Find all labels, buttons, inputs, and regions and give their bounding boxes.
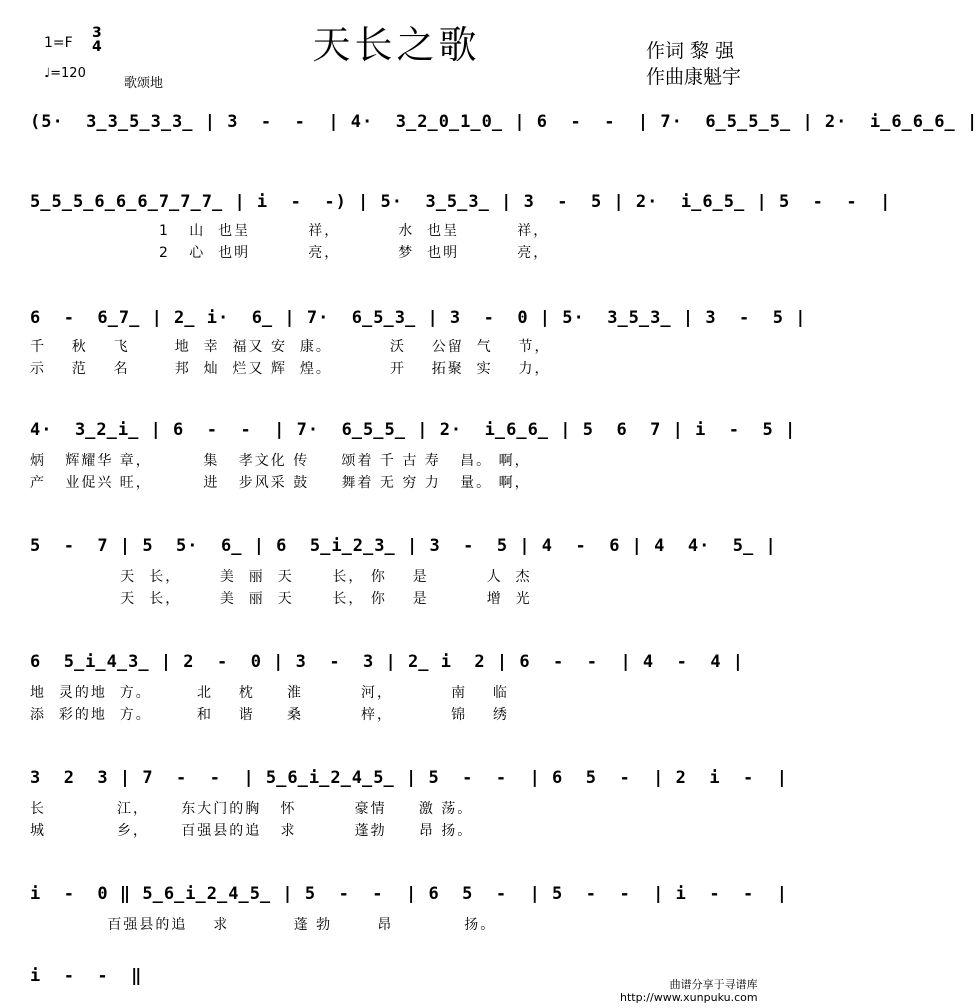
notation-line: (5· 3̲3̲5̲3̲3̲ | 3 - - | 4· 3̲2̲0̲1̲0̲ | 6 - - | 7· 6̲5̲5̲5̲ | 2· i̲6̲6̲6̲ |	[30, 112, 978, 132]
lyrics-verse-1: 1 山 也呈 祥， 水 也呈 祥，	[30, 223, 550, 239]
lyrics-verse-1: 长 江， 东大门的胸 怀 豪情 激 荡。	[30, 801, 474, 817]
lyrics-verse-2: 城 乡， 百强县的追 求 蓬勃 昂 扬。	[30, 823, 474, 839]
lyrics-verse-2: 示 范 名 邦 灿 烂又 辉 煌。 开 拓聚 实 力，	[30, 361, 551, 377]
meter-bottom: 4	[92, 39, 102, 55]
notation-line: i - - ‖	[30, 966, 143, 986]
notation-line: 3 2 3 | 7 - - | 5̲6̲i̲2̲4̲5̲ | 5 - - | 6 5 - | 2 i - |	[30, 768, 788, 788]
lyrics-verse-1: 天 长， 美 丽 天 长， 你 是 人 杰	[30, 569, 532, 585]
notation-line: 6 5̲i̲4̲3̲ | 2 - 0 | 3 - 3 | 2̲ i 2 | 6 - - | 4 - 4 |	[30, 652, 745, 672]
lyrics-verse-2: 天 长， 美 丽 天 长， 你 是 增 光	[30, 591, 532, 607]
source-watermark	[620, 978, 758, 1004]
lyrics-verse-1: 百强县的追 求 蓬 勃 昂 扬。	[30, 917, 497, 933]
lyrics-verse-1: 地 灵的地 方。 北 枕 淮 河， 南 临	[30, 685, 509, 701]
notation-line: 6 - 6̲7̲ | 2̲ i· 6̲ | 7· 6̲5̲3̲ | 3 - 0 | 5· 3̲5̲3̲ | 3 - 5 |	[30, 308, 807, 328]
style-marking: 歌颂地	[124, 76, 164, 91]
meter-top: 3	[92, 25, 102, 41]
tempo-marking: ♩=120	[44, 66, 86, 81]
notation-line: 5̲5̲5̲6̲6̲6̲7̲7̲7̲ | i - -) | 5· 3̲5̲3̲ | 3 - 5 | 2· i̲6̲5̲ | 5 - - |	[30, 192, 892, 212]
song-title: 天长之歌	[312, 23, 481, 67]
lyricist-credit: 作词 黎 强	[646, 40, 735, 62]
composer-credit: 作曲康魁宇	[646, 66, 742, 88]
lyrics-verse-2: 添 彩的地 方。 和 谐 桑 梓， 锦 绣	[30, 707, 509, 723]
notation-line: 4· 3̲2̲i̲ | 6 - - | 7· 6̲5̲5̲ | 2· i̲6̲6̲ | 5 6 7 | i - 5 |	[30, 420, 797, 440]
watermark-line-1: 曲谱分享于寻谱库	[669, 978, 758, 991]
key-signature: 1=F	[44, 35, 73, 51]
time-signature	[92, 26, 102, 54]
watermark-line-2: http://www.xunpuku.com	[620, 991, 758, 1004]
notation-line: i - 0 ‖ 5̲6̲i̲2̲4̲5̲ | 5 - - | 6 5 - | 5 - - | i - - |	[30, 884, 788, 904]
lyrics-verse-2: 2 心 也明 亮， 梦 也明 亮，	[30, 245, 550, 261]
lyrics-verse-1: 千 秋 飞 地 幸 福又 安 康。 沃 公留 气 节，	[30, 339, 551, 355]
lyrics-verse-1: 炳 辉耀华 章， 集 孝文化 传 颂着 千 古 寿 昌。 啊，	[30, 453, 531, 469]
notation-line: 5 - 7 | 5 5· 6̲ | 6 5̲i̲2̲3̲ | 3 - 5 | 4 - 6 | 4 4· 5̲ |	[30, 536, 777, 556]
lyrics-verse-2: 产 业促兴 旺， 进 步风采 鼓 舞着 无 穷 力 量。 啊，	[30, 475, 531, 491]
